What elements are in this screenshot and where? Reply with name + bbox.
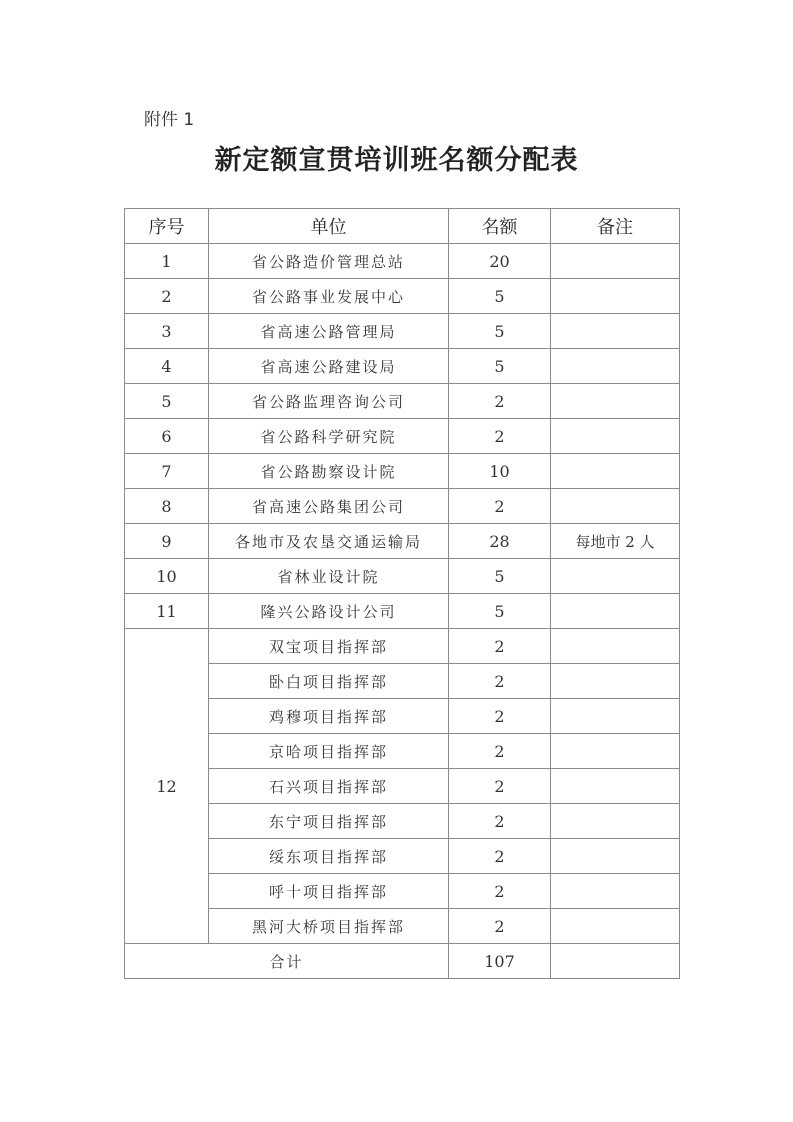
quota-cell: 10 (449, 454, 551, 489)
note-cell (551, 349, 680, 384)
seq-cell: 7 (125, 454, 209, 489)
note-cell (551, 454, 680, 489)
unit-cell: 省高速公路建设局 (209, 349, 449, 384)
quota-cell: 2 (449, 419, 551, 454)
note-cell (551, 594, 680, 629)
quota-cell: 2 (449, 629, 551, 664)
group-seq-cell: 12 (125, 629, 209, 944)
seq-cell: 1 (125, 244, 209, 279)
table-row (125, 909, 680, 944)
quota-cell: 28 (449, 524, 551, 559)
column-header-quota: 名额 (449, 209, 551, 244)
table-row (125, 419, 680, 454)
page-title: 新定额宣贯培训班名额分配表 (214, 145, 579, 176)
table-row (125, 244, 680, 279)
table-row (125, 524, 680, 559)
column-header-unit: 单位 (209, 209, 449, 244)
seq-cell: 4 (125, 349, 209, 384)
unit-cell: 省林业设计院 (209, 559, 449, 594)
note-cell (551, 279, 680, 314)
table-row (125, 384, 680, 419)
note-cell (551, 804, 680, 839)
table-row (125, 349, 680, 384)
quota-cell: 2 (449, 874, 551, 909)
seq-cell: 3 (125, 314, 209, 349)
note-cell (551, 769, 680, 804)
header-row (125, 209, 680, 244)
table-row (125, 279, 680, 314)
seq-cell: 2 (125, 279, 209, 314)
attachment-label: 附件 1 (144, 110, 195, 130)
unit-cell: 石兴项目指挥部 (209, 769, 449, 804)
quota-cell: 2 (449, 489, 551, 524)
table-header (125, 209, 680, 244)
unit-cell: 隆兴公路设计公司 (209, 594, 449, 629)
note-cell (551, 419, 680, 454)
seq-cell: 6 (125, 419, 209, 454)
note-cell (551, 489, 680, 524)
table-row (125, 699, 680, 734)
quota-cell: 2 (449, 804, 551, 839)
unit-cell: 各地市及农垦交通运输局 (209, 524, 449, 559)
quota-cell: 5 (449, 279, 551, 314)
quota-cell: 2 (449, 699, 551, 734)
table-body (125, 244, 680, 979)
quota-cell: 2 (449, 909, 551, 944)
unit-cell: 黑河大桥项目指挥部 (209, 909, 449, 944)
unit-cell: 绥东项目指挥部 (209, 839, 449, 874)
quota-cell: 20 (449, 244, 551, 279)
quota-cell: 2 (449, 734, 551, 769)
unit-cell: 鸡穆项目指挥部 (209, 699, 449, 734)
quota-cell: 5 (449, 594, 551, 629)
table-row (125, 664, 680, 699)
column-header-note: 备注 (551, 209, 680, 244)
table-row (125, 734, 680, 769)
unit-cell: 省高速公路集团公司 (209, 489, 449, 524)
table-row (125, 454, 680, 489)
quota-cell: 2 (449, 769, 551, 804)
unit-cell: 卧白项目指挥部 (209, 664, 449, 699)
quota-cell: 5 (449, 349, 551, 384)
note-cell (551, 559, 680, 594)
seq-cell: 9 (125, 524, 209, 559)
quota-cell: 2 (449, 384, 551, 419)
note-cell (551, 909, 680, 944)
note-cell (551, 664, 680, 699)
unit-cell: 呼十项目指挥部 (209, 874, 449, 909)
unit-cell: 省高速公路管理局 (209, 314, 449, 349)
note-cell (551, 839, 680, 874)
total-quota: 107 (449, 944, 551, 979)
quota-cell: 5 (449, 314, 551, 349)
seq-cell: 8 (125, 489, 209, 524)
note-cell (551, 314, 680, 349)
table-row (125, 769, 680, 804)
unit-cell: 省公路事业发展中心 (209, 279, 449, 314)
quota-cell: 2 (449, 839, 551, 874)
quota-cell: 5 (449, 559, 551, 594)
unit-cell: 双宝项目指挥部 (209, 629, 449, 664)
note-cell (551, 734, 680, 769)
total-row (125, 944, 680, 979)
column-header-seq: 序号 (125, 209, 209, 244)
unit-cell: 省公路科学研究院 (209, 419, 449, 454)
unit-cell: 东宁项目指挥部 (209, 804, 449, 839)
table-row (125, 314, 680, 349)
table-row (125, 559, 680, 594)
note-cell: 每地市 2 人 (551, 524, 680, 559)
note-cell (551, 874, 680, 909)
unit-cell: 省公路勘察设计院 (209, 454, 449, 489)
note-cell (551, 384, 680, 419)
quota-table (124, 208, 680, 979)
table-row (125, 594, 680, 629)
unit-cell: 京哈项目指挥部 (209, 734, 449, 769)
quota-cell: 2 (449, 664, 551, 699)
note-cell (551, 244, 680, 279)
seq-cell: 5 (125, 384, 209, 419)
note-cell (551, 629, 680, 664)
total-note (551, 944, 680, 979)
table-row (125, 874, 680, 909)
unit-cell: 省公路造价管理总站 (209, 244, 449, 279)
total-label: 合计 (125, 944, 449, 979)
unit-cell: 省公路监理咨询公司 (209, 384, 449, 419)
seq-cell: 10 (125, 559, 209, 594)
note-cell (551, 699, 680, 734)
seq-cell: 11 (125, 594, 209, 629)
table-row (125, 629, 680, 664)
table-row (125, 489, 680, 524)
table-row (125, 839, 680, 874)
table-row (125, 804, 680, 839)
